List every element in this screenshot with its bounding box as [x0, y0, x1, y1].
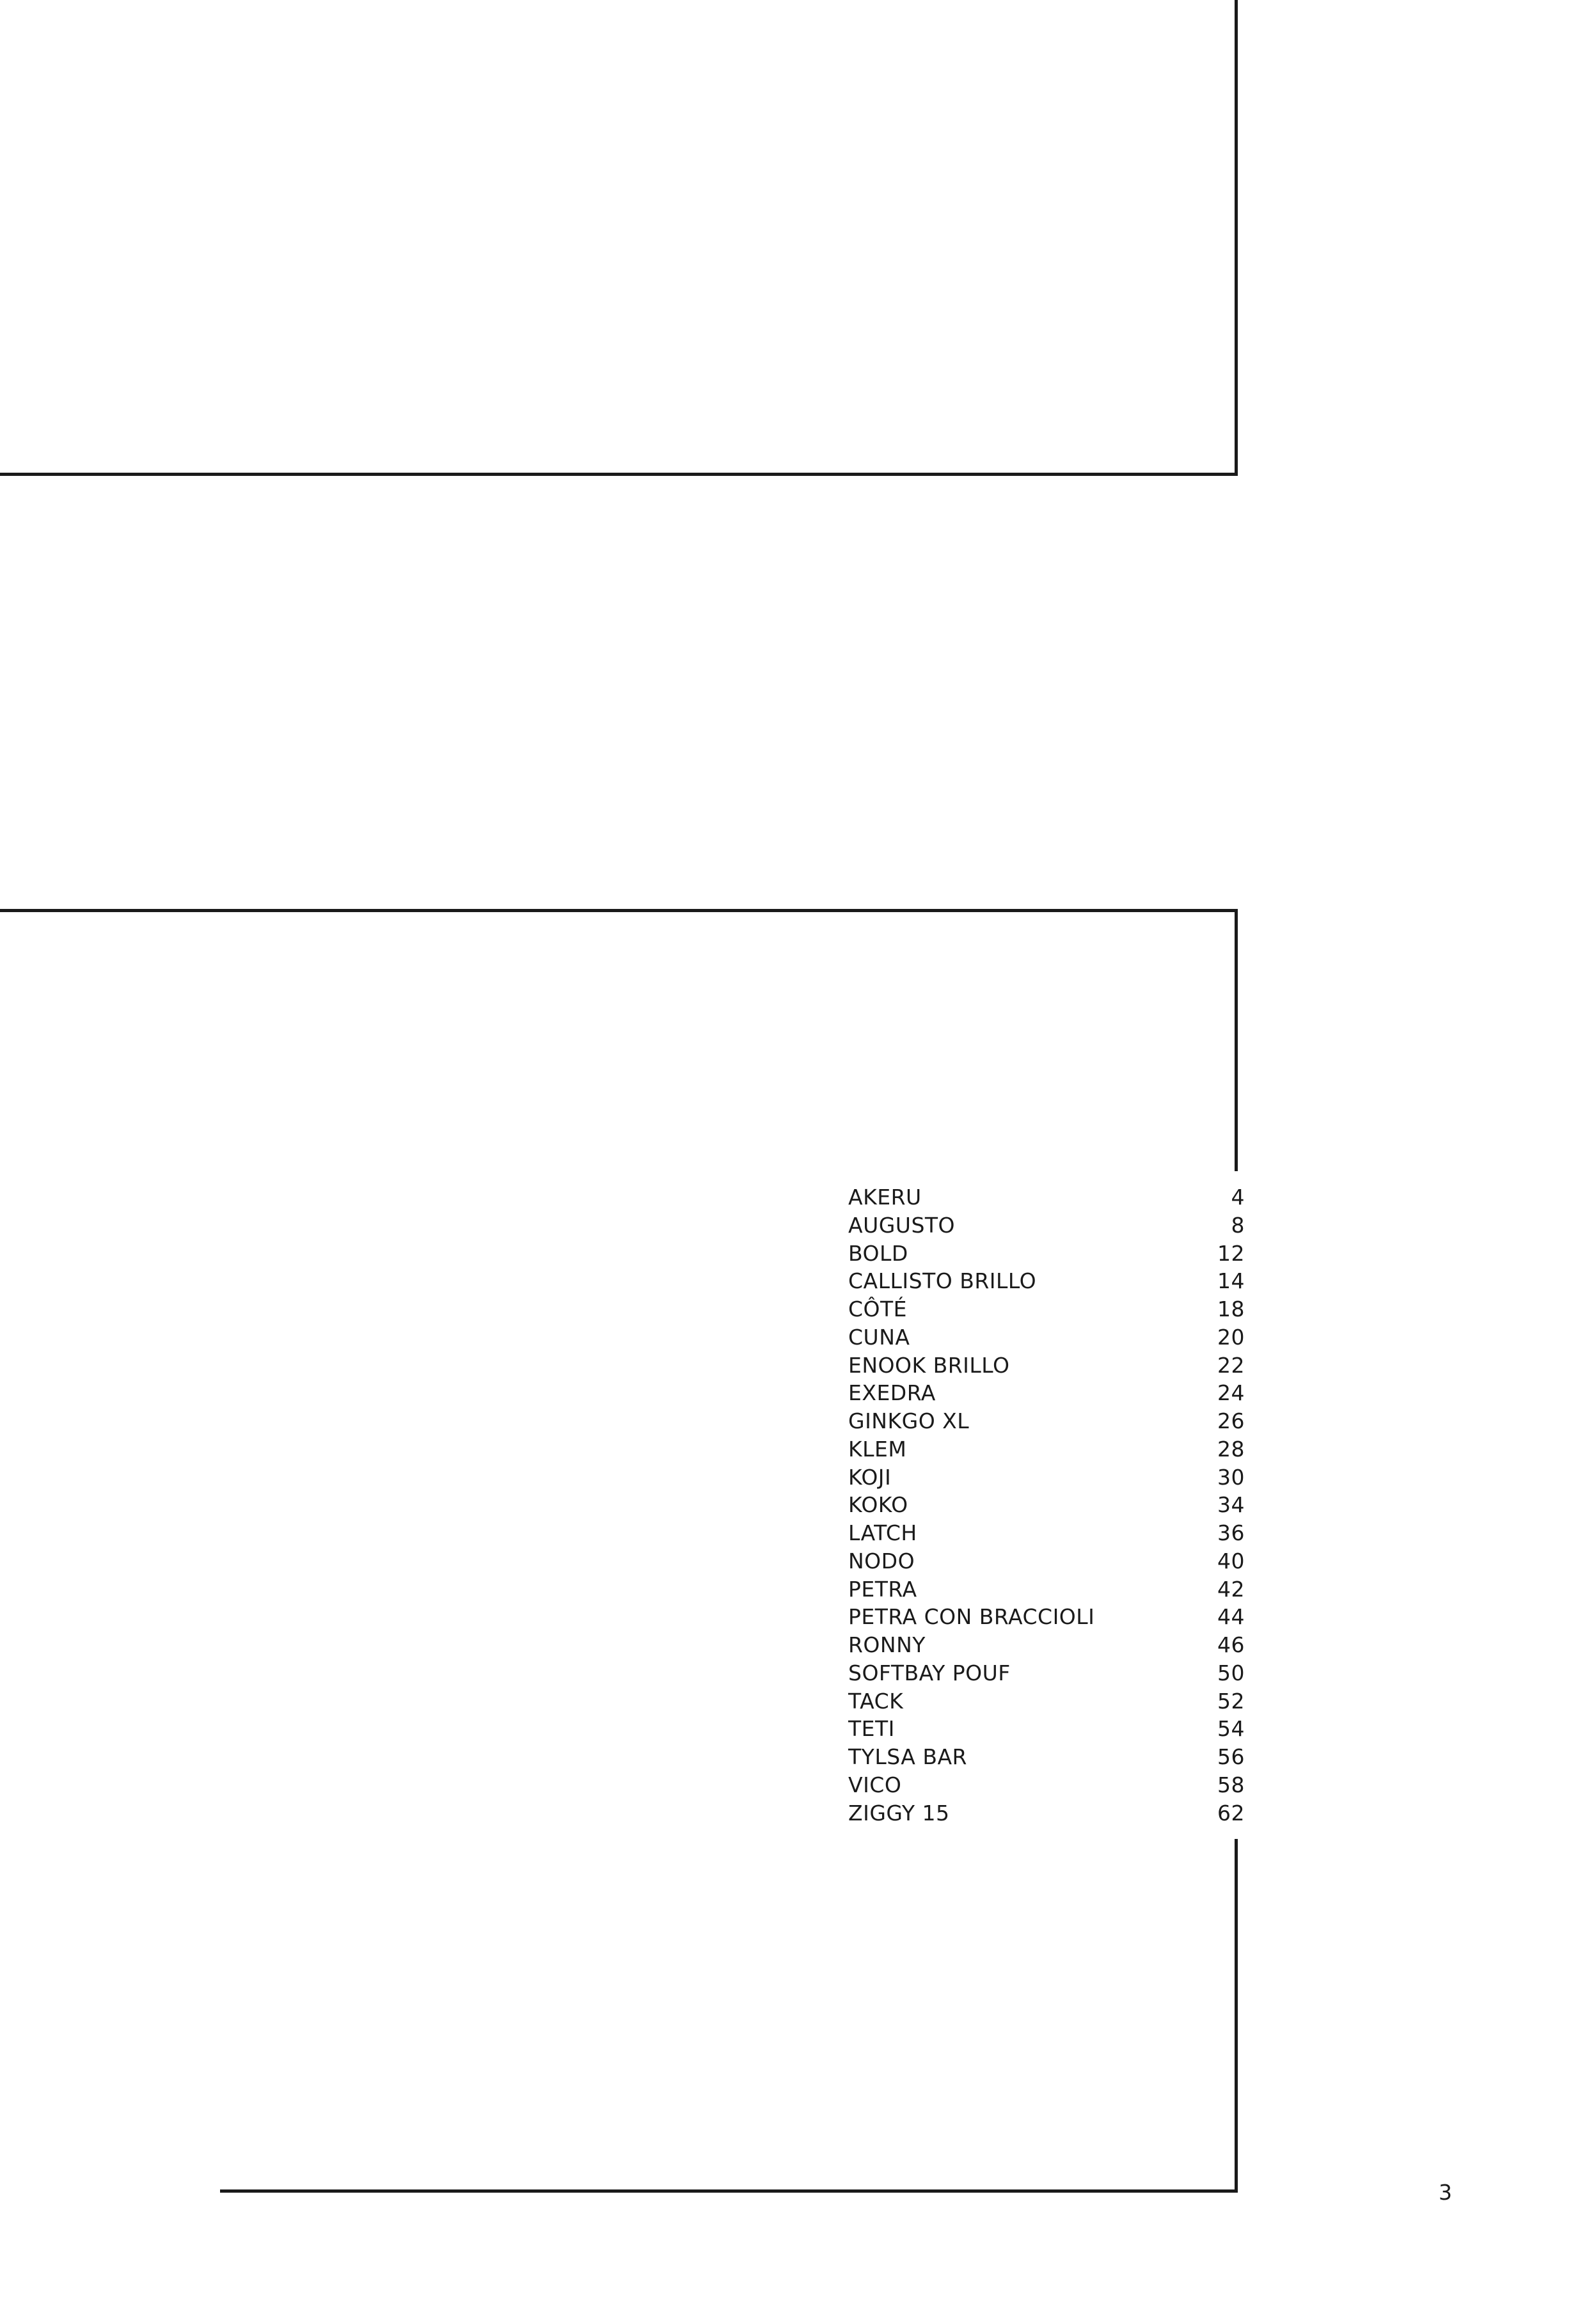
toc-entry-page: 18: [1217, 1297, 1245, 1321]
toc-entry-title: ENOOK BRILLO: [848, 1352, 1010, 1378]
toc-entry[interactable]: [848, 1295, 1245, 1323]
toc-entry[interactable]: [848, 1519, 1245, 1547]
top-frame-bottom-line: [0, 473, 1238, 476]
toc-entry-page: 34: [1217, 1492, 1245, 1518]
toc-entry-title: SOFTBAY POUF: [848, 1660, 1011, 1685]
toc-entry[interactable]: [848, 1463, 1245, 1492]
toc-entry-title: TYLSA BAR: [848, 1744, 967, 1769]
bottom-frame-right-lower-line: [1235, 1839, 1238, 2193]
toc-entry[interactable]: [848, 1183, 1245, 1211]
toc-entry[interactable]: [848, 1659, 1245, 1687]
toc-entry-page: 40: [1217, 1548, 1245, 1574]
toc-entry-title: GINKGO XL: [848, 1408, 970, 1433]
toc-entry[interactable]: [848, 1743, 1245, 1771]
toc-entry-page: 20: [1217, 1324, 1245, 1350]
toc-entry-page: 56: [1217, 1744, 1245, 1769]
toc-entry[interactable]: [848, 1687, 1245, 1716]
toc-entry[interactable]: [848, 1267, 1245, 1295]
toc-entry-page: 44: [1217, 1604, 1245, 1630]
toc-entry-page: 8: [1231, 1212, 1245, 1238]
toc-entry-title: CÔTÉ: [848, 1297, 908, 1321]
toc-entry-page: 22: [1217, 1352, 1245, 1378]
toc-entry-title: VICO: [848, 1772, 902, 1797]
toc-entry[interactable]: [848, 1323, 1245, 1352]
toc-entry[interactable]: [848, 1352, 1245, 1380]
toc-entry-page: 42: [1217, 1576, 1245, 1602]
toc-entry-page: 50: [1217, 1660, 1245, 1685]
toc-entry[interactable]: [848, 1547, 1245, 1575]
toc-entry[interactable]: [848, 1715, 1245, 1743]
toc-entry-title: ZIGGY 15: [848, 1800, 950, 1826]
toc-entry[interactable]: [848, 1435, 1245, 1463]
bottom-frame-top-line: [0, 909, 1238, 912]
table-of-contents: [848, 1183, 1245, 1827]
toc-entry-page: 14: [1217, 1268, 1245, 1294]
toc-entry-title: LATCH: [848, 1520, 917, 1545]
toc-entry-title: KOKO: [848, 1492, 908, 1518]
toc-entry-title: TACK: [848, 1688, 904, 1714]
toc-entry[interactable]: [848, 1603, 1245, 1631]
toc-entry[interactable]: [848, 1211, 1245, 1240]
toc-entry[interactable]: [848, 1631, 1245, 1659]
toc-entry-page: 4: [1231, 1185, 1245, 1210]
toc-entry-page: 30: [1217, 1464, 1245, 1490]
toc-entry-title: KOJI: [848, 1464, 892, 1490]
toc-entry-title: RONNY: [848, 1632, 926, 1657]
toc-entry-page: 24: [1217, 1380, 1245, 1406]
page-number: 3: [1439, 2180, 1452, 2205]
toc-entry-page: 62: [1217, 1800, 1245, 1826]
toc-entry-page: 28: [1217, 1436, 1245, 1462]
toc-entry-title: CALLISTO BRILLO: [848, 1268, 1037, 1294]
toc-entry[interactable]: [848, 1575, 1245, 1604]
toc-entry-title: NODO: [848, 1548, 915, 1574]
toc-entry-page: 58: [1217, 1772, 1245, 1797]
toc-entry[interactable]: [848, 1407, 1245, 1435]
toc-entry-title: KLEM: [848, 1436, 907, 1462]
bottom-frame-right-upper-line: [1235, 909, 1238, 1171]
toc-entry-title: EXEDRA: [848, 1380, 936, 1406]
toc-entry-page: 54: [1217, 1716, 1245, 1742]
toc-entry[interactable]: [848, 1379, 1245, 1407]
toc-entry-title: PETRA: [848, 1576, 917, 1602]
toc-entry-page: 12: [1217, 1240, 1245, 1266]
toc-entry[interactable]: [848, 1491, 1245, 1519]
toc-entry-title: AKERU: [848, 1185, 922, 1210]
toc-entry-page: 52: [1217, 1688, 1245, 1714]
toc-entry-title: AUGUSTO: [848, 1212, 956, 1238]
toc-entry-title: CUNA: [848, 1324, 910, 1350]
toc-entry-page: 46: [1217, 1632, 1245, 1657]
toc-entry-page: 36: [1217, 1520, 1245, 1545]
bottom-frame-bottom-line: [220, 2189, 1238, 2193]
top-frame-right-line: [1235, 0, 1238, 476]
toc-entry[interactable]: [848, 1771, 1245, 1799]
toc-entry[interactable]: [848, 1799, 1245, 1827]
toc-entry[interactable]: [848, 1240, 1245, 1268]
toc-entry-title: BOLD: [848, 1240, 908, 1266]
toc-entry-page: 26: [1217, 1408, 1245, 1433]
toc-entry-title: PETRA CON BRACCIOLI: [848, 1604, 1095, 1630]
toc-entry-title: TETI: [848, 1716, 895, 1742]
